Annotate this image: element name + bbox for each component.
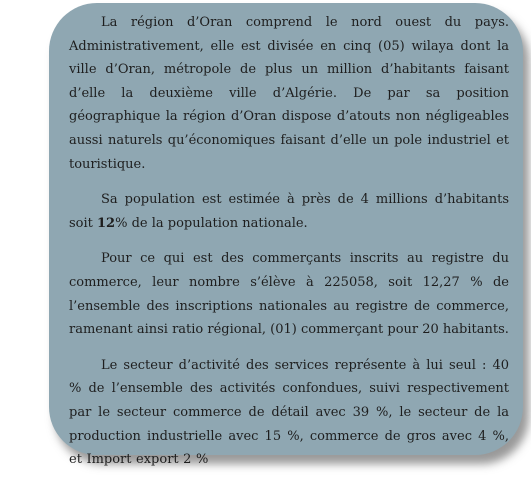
paragraph-region-description: La région d’Oran comprend le nord ouest du pays. Administrativement, elle est divisée en cinq (05) wilaya dont la ville d’Oran, métropole de plus un million d’habitants faisant d’elle la deuxième ville d’Algérie. De par sa position géographique la région d’Oran dispose d’atouts non négligeables aussi naturels qu’économiques faisant d’elle un pole industriel et touristique.	[69, 15, 509, 172]
paragraph-merchants: Pour ce qui est des commerçants inscrits au registre du commerce, leur nombre s’élève à 225058, soit 12,27 % de l’ensemble des inscriptions nationales au registre de commerce, ramenant ainsi ratio régional, (01) commerçant pour 20 habitants.	[69, 251, 509, 338]
text-box	[49, 3, 523, 468]
population-percentage: 12	[97, 215, 116, 231]
population-text-end: % de la population nationale.	[115, 215, 308, 231]
paragraph-activity-sectors: Le secteur d’activité des services représente à lui seul : 40 % de l’ensemble des activités confondues, suivi respectivement par le secteur commerce de détail avec 39 %, le secteur de la production industrielle avec 15 %, commerce de gros avec 4 %, et Import export 2 %	[69, 357, 509, 468]
paragraph-population	[69, 188, 509, 235]
population-text-start: Sa population est estimée à près de 4 millions d’habitants soit	[69, 192, 509, 231]
